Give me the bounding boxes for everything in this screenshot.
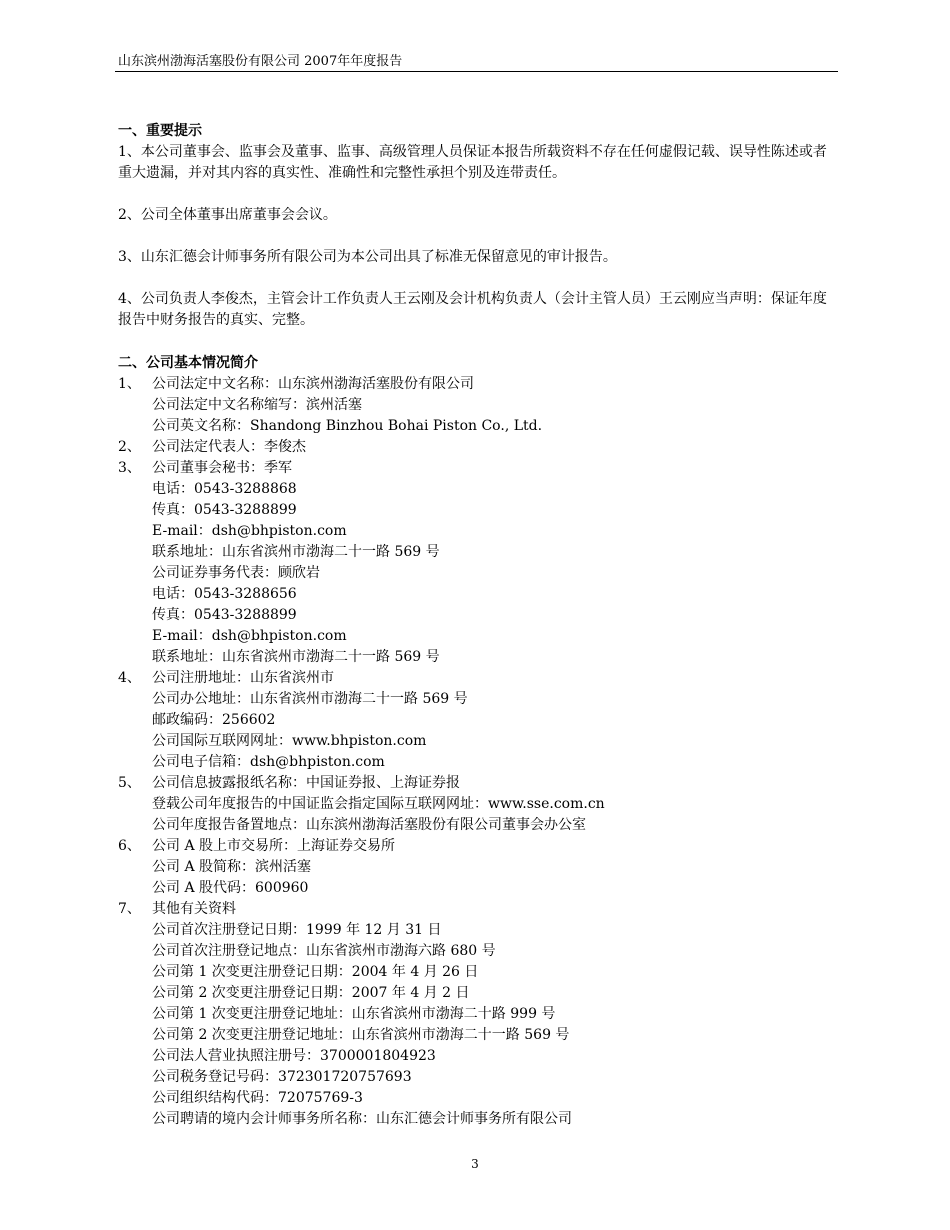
profile-detail-line: 公司首次注册登记日期：1999 年 12 月 31 日 xyxy=(152,922,442,938)
profile-detail-line: 公司电子信箱：dsh@bhpiston.com xyxy=(152,754,385,770)
profile-detail-line: 公司聘请的境内会计师事务所名称：山东汇德会计师事务所有限公司 xyxy=(152,1111,572,1127)
profile-detail-line: 公司国际互联网网址：www.bhpiston.com xyxy=(152,733,427,749)
profile-detail-line: 公司 A 股简称：滨州活塞 xyxy=(152,859,312,875)
profile-item-text: 公司 A 股上市交易所：上海证券交易所 xyxy=(152,838,396,854)
profile-detail-line: 联系地址：山东省滨州市渤海二十一路 569 号 xyxy=(152,544,440,560)
profile-item-text: 公司董事会秘书：季军 xyxy=(152,460,292,476)
profile-detail-line: 公司法人营业执照注册号：3700001804923 xyxy=(152,1048,436,1064)
notice-paragraph-3: 3、山东汇德会计师事务所有限公司为本公司出具了标准无保留意见的审计报告。 xyxy=(118,249,617,265)
profile-item-text: 其他有关资料 xyxy=(152,901,236,917)
profile-detail-line: 公司第 2 次变更注册登记日期：2007 年 4 月 2 日 xyxy=(152,985,470,1001)
profile-item-text: 公司法定代表人：李俊杰 xyxy=(152,439,306,455)
profile-item-number: 2、 xyxy=(118,439,141,455)
profile-detail-line: 电话：0543-3288656 xyxy=(152,586,297,602)
profile-detail-line: E-mail：dsh@bhpiston.com xyxy=(152,523,347,539)
profile-detail-line: 公司首次注册登记地点：山东省滨州市渤海六路 680 号 xyxy=(152,943,496,959)
profile-item xyxy=(118,836,840,857)
header-divider xyxy=(115,71,838,72)
profile-detail-line: 公司第 2 次变更注册登记地址：山东省滨州市渤海二十一路 569 号 xyxy=(152,1027,570,1043)
profile-item-text: 公司信息披露报纸名称：中国证券报、上海证券报 xyxy=(152,775,460,791)
company-profile-list xyxy=(118,374,840,1130)
profile-detail-line: 公司 A 股代码：600960 xyxy=(152,880,309,896)
page-number: 3 xyxy=(471,1157,479,1171)
profile-item-number: 7、 xyxy=(118,901,141,917)
profile-detail-line: 公司办公地址：山东省滨州市渤海二十一路 569 号 xyxy=(152,691,468,707)
profile-detail-line: E-mail：dsh@bhpiston.com xyxy=(152,628,347,644)
profile-item-text: 公司注册地址：山东省滨州市 xyxy=(152,670,334,686)
notice-paragraph-1: 1、本公司董事会、监事会及董事、监事、高级管理人员保证本报告所载资料不存在任何虚假记载、误导性陈述或者重大遗漏，并对其内容的真实性、准确性和完整性承担个别及连带责任。 xyxy=(118,144,827,181)
page-header-title: 山东滨州渤海活塞股份有限公司 2007年年度报告 xyxy=(118,54,403,69)
profile-detail-line: 公司年度报告备置地点：山东滨州渤海活塞股份有限公司董事会办公室 xyxy=(152,817,586,833)
profile-detail-line: 联系地址：山东省滨州市渤海二十一路 569 号 xyxy=(152,649,440,665)
profile-detail-line: 公司税务登记号码：372301720757693 xyxy=(152,1069,412,1085)
profile-detail-line: 公司组织结构代码：72075769-3 xyxy=(152,1090,363,1106)
profile-detail-line: 登载公司年度报告的中国证监会指定国际互联网网址：www.sse.com.cn xyxy=(152,796,605,812)
notice-paragraph-4: 4、公司负责人李俊杰，主管会计工作负责人王云刚及会计机构负责人（会计主管人员）王云刚应当声明：保证年度报告中财务报告的真实、完整。 xyxy=(118,291,827,328)
profile-item-number: 4、 xyxy=(118,670,141,686)
profile-item xyxy=(118,374,840,395)
profile-item-number: 1、 xyxy=(118,376,141,392)
profile-detail-line: 传真：0543-3288899 xyxy=(152,607,297,623)
profile-item xyxy=(118,668,840,689)
notice-paragraph-2: 2、公司全体董事出席董事会会议。 xyxy=(118,207,337,223)
profile-item-number: 3、 xyxy=(118,460,141,476)
profile-detail-line: 公司第 1 次变更注册登记地址：山东省滨州市渤海二十路 999 号 xyxy=(152,1006,556,1022)
section-heading-important-notes: 一、重要提示 xyxy=(118,123,202,139)
section-heading-company-profile: 二、公司基本情况简介 xyxy=(118,355,258,371)
profile-item-number: 6、 xyxy=(118,838,141,854)
profile-detail-line: 传真：0543-3288899 xyxy=(152,502,297,518)
profile-detail-line: 公司证券事务代表：顾欣岩 xyxy=(152,565,320,581)
profile-detail-line: 公司第 1 次变更注册登记日期：2004 年 4 月 26 日 xyxy=(152,964,479,980)
profile-item xyxy=(118,437,840,458)
profile-detail-line: 邮政编码：256602 xyxy=(152,712,276,728)
profile-detail-line: 公司法定中文名称缩写：滨州活塞 xyxy=(152,397,362,413)
profile-detail-line: 电话：0543-3288868 xyxy=(152,481,297,497)
document-body xyxy=(118,121,840,1130)
profile-item xyxy=(118,458,840,479)
profile-item-number: 5、 xyxy=(118,775,141,791)
profile-item xyxy=(118,899,840,920)
profile-item-text: 公司法定中文名称：山东滨州渤海活塞股份有限公司 xyxy=(152,376,474,392)
profile-detail-line: 公司英文名称：Shandong Binzhou Bohai Piston Co., Ltd. xyxy=(152,418,543,434)
profile-item xyxy=(118,773,840,794)
